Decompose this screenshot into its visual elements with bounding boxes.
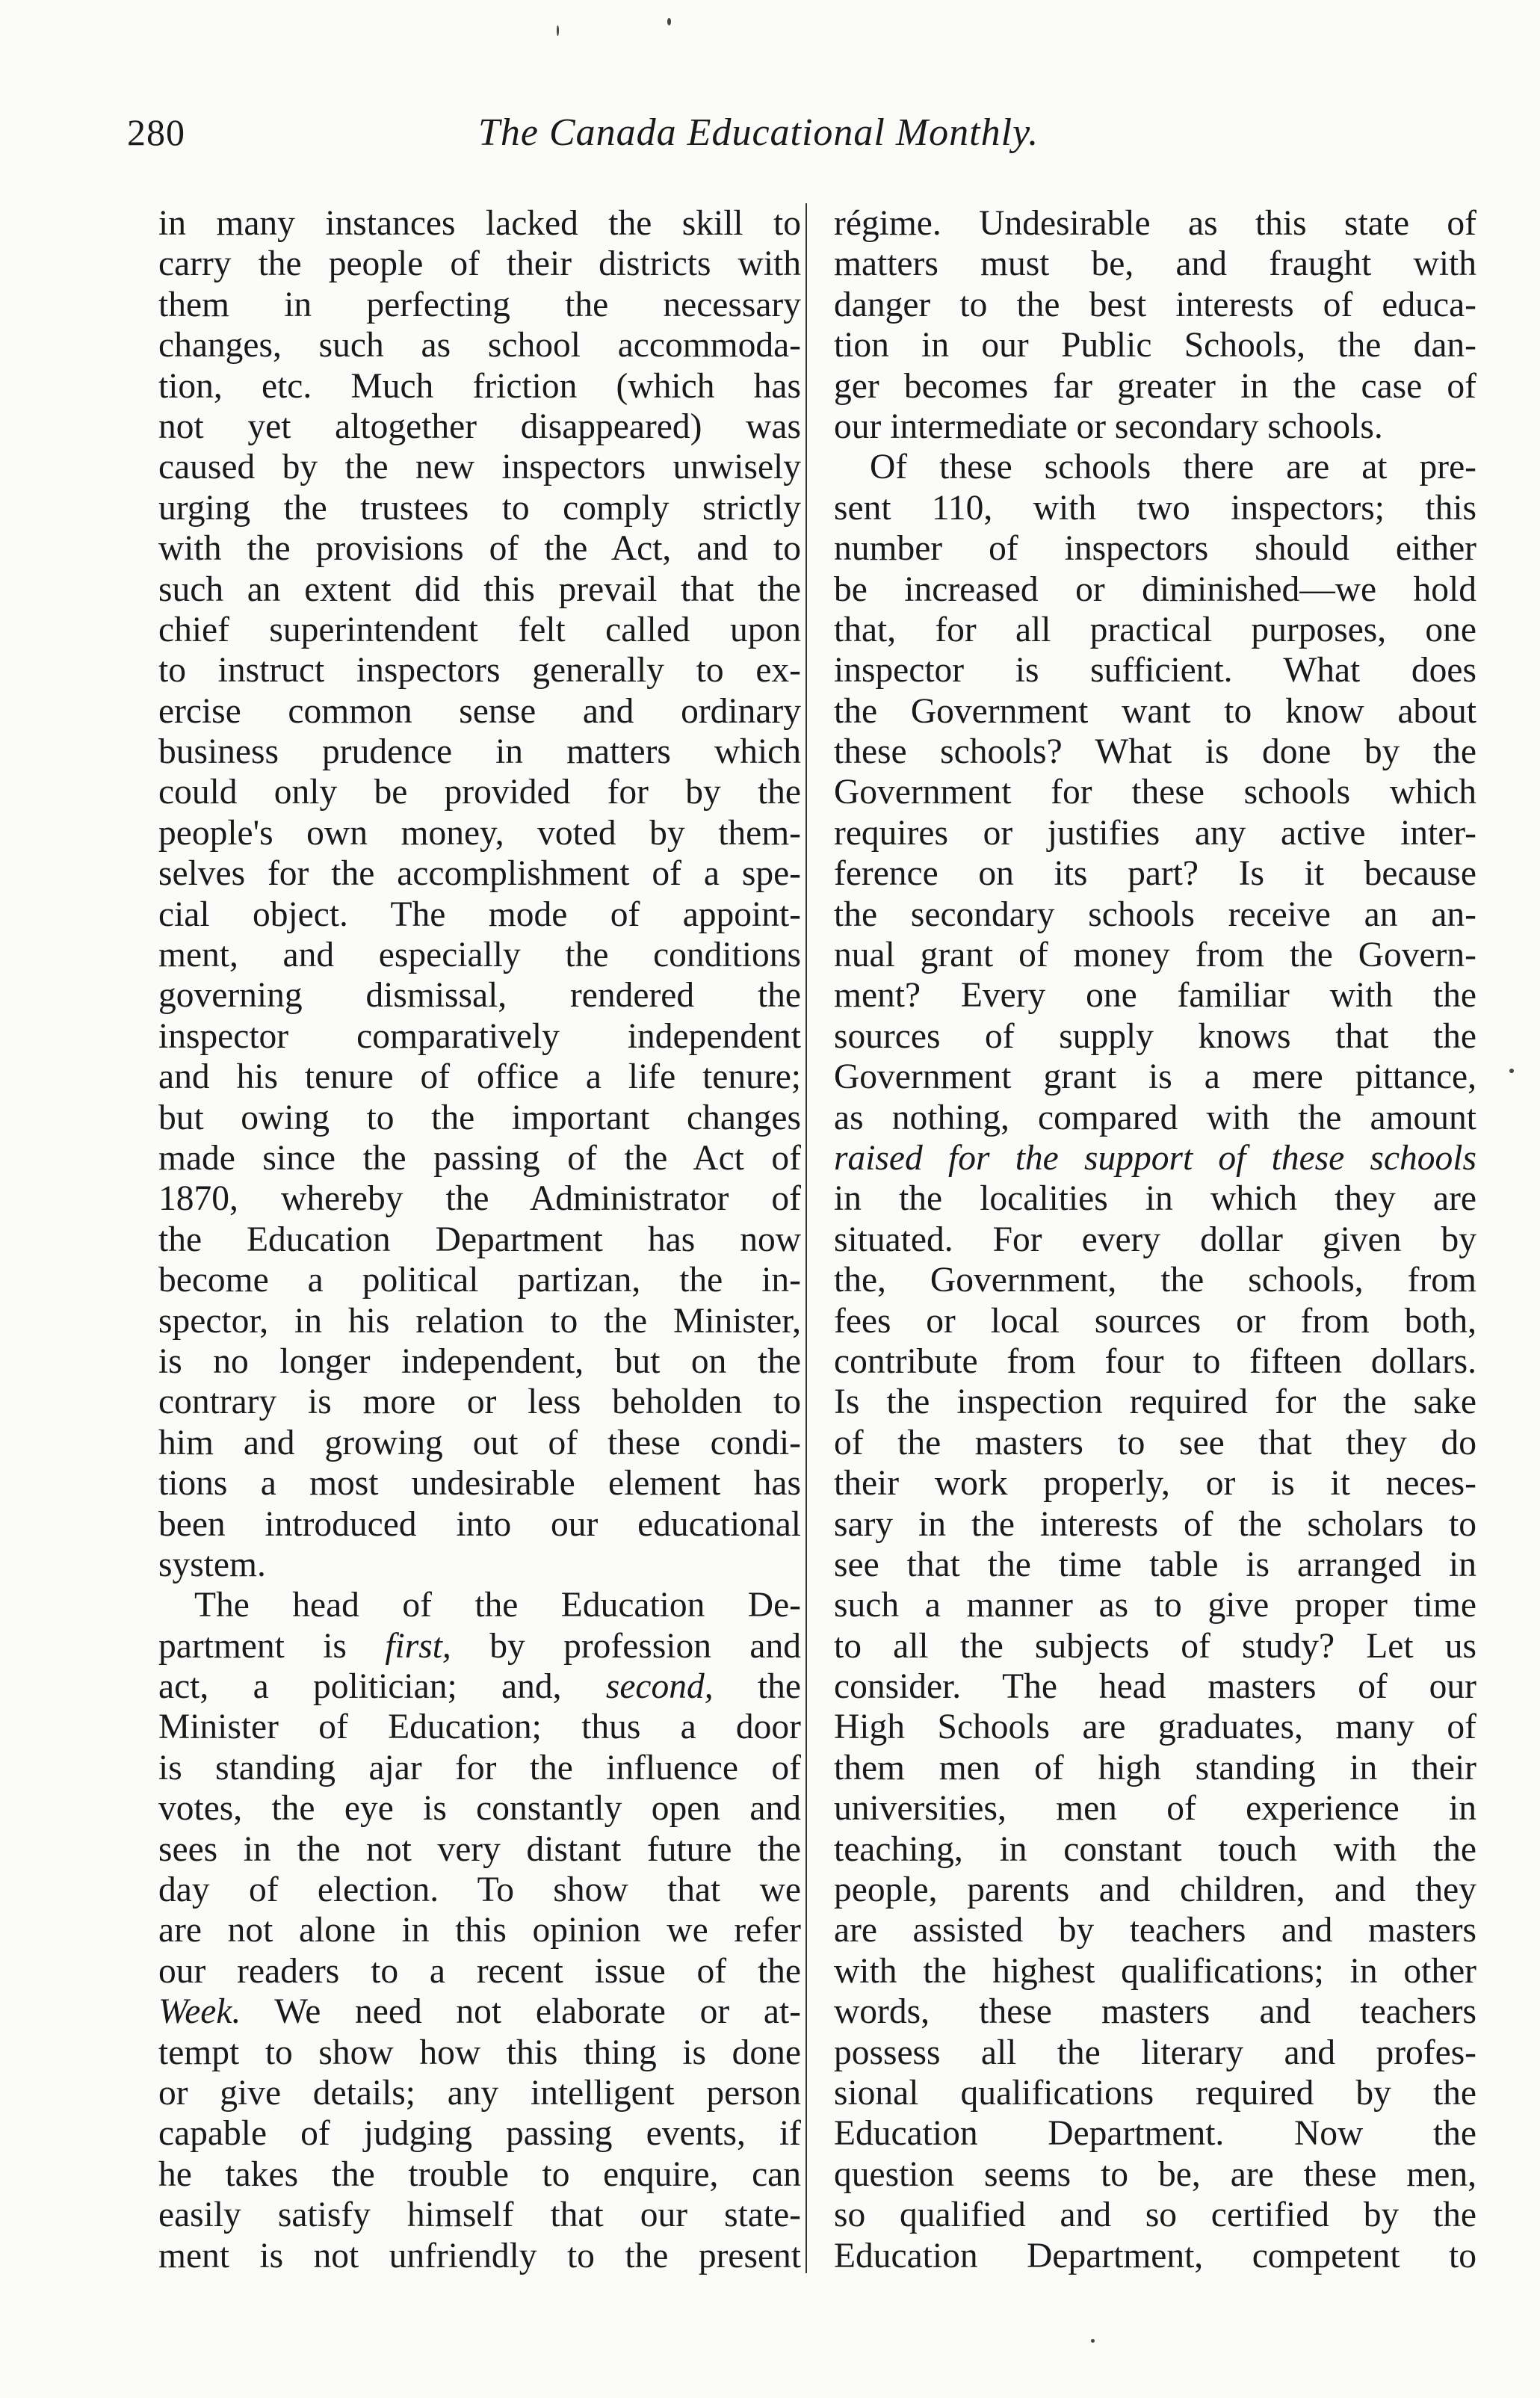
text-line: business prudence in matters which xyxy=(158,732,801,772)
text-line: inspector comparatively independent xyxy=(158,1016,801,1056)
text-line: are assisted by teachers and masters xyxy=(834,1911,1476,1950)
text-line: easily satisfy himself that our state- xyxy=(158,2195,801,2235)
text-line: High Schools are graduates, many of xyxy=(834,1708,1476,1747)
scan-speck xyxy=(667,18,671,25)
text-line: Education Department. Now the xyxy=(834,2114,1476,2154)
text-line: caused by the new inspectors unwisely xyxy=(158,448,801,487)
text-line: régime. Undesirable as this state of xyxy=(834,204,1476,243)
text-line: them men of high standing in their xyxy=(834,1748,1476,1787)
text-line: he takes the trouble to enquire, can xyxy=(158,2154,801,2194)
text-line: changes, such as school accommoda- xyxy=(158,326,801,365)
text-line: Education Department, competent to xyxy=(834,2236,1476,2275)
text-line: are not alone in this opinion we refer xyxy=(158,1911,801,1950)
text-line: Government for these schools which xyxy=(834,773,1476,812)
text-line: see that the time table is arranged in xyxy=(834,1545,1476,1584)
text-line: urging the trustees to comply strictly xyxy=(158,488,801,528)
text-line: the Government want to know about xyxy=(834,691,1476,731)
right-column xyxy=(834,203,1476,2276)
text-line: sent 110, with two inspectors; this xyxy=(834,488,1476,528)
text-line: Week. We need not elaborate or at- xyxy=(158,1992,801,2032)
text-line: teaching, in constant touch with the xyxy=(834,1829,1476,1869)
text-line: day of election. To show that we xyxy=(158,1870,801,1910)
text-line: to instruct inspectors generally to ex- xyxy=(158,651,801,690)
text-line: could only be provided for by the xyxy=(158,773,801,812)
text-line: number of inspectors should either xyxy=(834,529,1476,569)
text-line: partment is first, by profession and xyxy=(158,1626,801,1666)
text-line: nual grant of money from the Govern- xyxy=(834,936,1476,975)
text-line: such a manner as to give proper time xyxy=(834,1586,1476,1625)
text-line: sees in the not very distant future the xyxy=(158,1829,801,1869)
text-line: and his tenure of office a life tenure; xyxy=(158,1057,801,1097)
text-line: cial object. The mode of appoint- xyxy=(158,894,801,934)
text-line: people, parents and children, and they xyxy=(834,1870,1476,1910)
text-line: question seems to be, are these men, xyxy=(834,2154,1476,2194)
text-line: made since the passing of the Act of xyxy=(158,1138,801,1178)
scan-speck xyxy=(557,25,559,36)
text-line: people's own money, voted by them- xyxy=(158,813,801,853)
text-line: the secondary schools receive an an- xyxy=(834,894,1476,934)
text-line: universities, men of experience in xyxy=(834,1789,1476,1829)
text-line: Is the inspection required for the sake xyxy=(834,1382,1476,1422)
italic-text: first, xyxy=(385,1626,451,1666)
text-line: Of these schools there are at pre- xyxy=(870,448,1476,487)
text-line: or give details; any intelligent person xyxy=(158,2073,801,2113)
text-line: matters must be, and fraught with xyxy=(834,244,1476,284)
text-line: ment? Every one familiar with the xyxy=(834,976,1476,1016)
text-line: the, Government, the schools, from xyxy=(834,1261,1476,1300)
text-line: tion in our Public Schools, the dan- xyxy=(834,326,1476,365)
text-line: act, a politician; and, second, the xyxy=(158,1667,801,1707)
text-line: Minister of Education; thus a door xyxy=(158,1708,801,1747)
text-line: be increased or diminished—we hold xyxy=(834,569,1476,609)
text-line: the Education Department has now xyxy=(158,1220,801,1259)
text-line: selves for the accomplishment of a spe- xyxy=(158,854,801,894)
text-line: is no longer independent, but on the xyxy=(158,1341,801,1381)
text-line: spector, in his relation to the Minister, xyxy=(158,1301,801,1341)
text-line: in many instances lacked the skill to xyxy=(158,204,801,243)
text-line: that, for all practical purposes, one xyxy=(834,610,1476,649)
text-line: contribute from four to fifteen dollars. xyxy=(834,1341,1476,1381)
text-line: tempt to show how this thing is done xyxy=(158,2033,801,2072)
text-line: such an extent did this prevail that the xyxy=(158,569,801,609)
scan-speck xyxy=(1509,1069,1514,1073)
text-line: their work properly, or is it neces- xyxy=(834,1464,1476,1504)
text-line: been introduced into our educational xyxy=(158,1504,801,1544)
text-line: sional qualifications required by the xyxy=(834,2073,1476,2113)
text-line: is standing ajar for the influence of xyxy=(158,1748,801,1787)
text-line: carry the people of their districts with xyxy=(158,244,801,284)
text-line: not yet altogether disappeared) was xyxy=(158,407,801,446)
text-line: requires or justifies any active inter- xyxy=(834,813,1476,853)
text-line: our intermediate or secondary schools. xyxy=(834,407,1383,446)
text-line: ercise common sense and ordinary xyxy=(158,691,801,731)
text-line: to all the subjects of study? Let us xyxy=(834,1626,1476,1666)
text-line: 1870, whereby the Administrator of xyxy=(158,1179,801,1219)
text-line: in the localities in which they are xyxy=(834,1179,1476,1219)
text-line: these schools? What is done by the xyxy=(834,732,1476,772)
text-line: ger becomes far greater in the case of xyxy=(834,366,1476,406)
text-line xyxy=(834,1138,1476,1178)
text-line: him and growing out of these condi- xyxy=(158,1423,801,1462)
text-line: inspector is sufficient. What does xyxy=(834,651,1476,690)
text-line: ment, and especially the conditions xyxy=(158,936,801,975)
text-line: governing dismissal, rendered the xyxy=(158,976,801,1016)
text-line: Government grant is a mere pittance, xyxy=(834,1057,1476,1097)
page-number: 280 xyxy=(127,111,185,153)
text-line: words, these masters and teachers xyxy=(834,1992,1476,2032)
text-line: become a political partizan, the in- xyxy=(158,1261,801,1300)
text-line: fees or local sources or from both, xyxy=(834,1301,1476,1341)
text-line: The head of the Education De- xyxy=(194,1586,801,1625)
text-line: ment is not unfriendly to the present xyxy=(158,2236,801,2275)
text-line: of the masters to see that they do xyxy=(834,1423,1476,1462)
text-line: sources of supply knows that the xyxy=(834,1016,1476,1056)
text-line: so qualified and so certified by the xyxy=(834,2195,1476,2235)
scan-speck xyxy=(1091,2339,1095,2343)
text-line: but owing to the important changes xyxy=(158,1098,801,1137)
running-head: The Canada Educational Monthly. xyxy=(478,111,1039,154)
italic-text: raised for the support of these schools xyxy=(834,1138,1476,1178)
text-line: tions a most undesirable element has xyxy=(158,1464,801,1504)
text-line: our readers to a recent issue of the xyxy=(158,1951,801,1991)
text-line: system. xyxy=(158,1545,266,1584)
text-line: danger to the best interests of educa- xyxy=(834,285,1476,324)
text-line: them in perfecting the necessary xyxy=(158,285,801,324)
left-column xyxy=(158,203,801,2276)
text-line: contrary is more or less beholden to xyxy=(158,1382,801,1422)
column-rule xyxy=(805,203,807,2273)
text-line: as nothing, compared with the amount xyxy=(834,1098,1476,1137)
italic-text: Week. xyxy=(158,1992,241,2032)
italic-text: second, xyxy=(605,1667,714,1707)
text-line: chief superintendent felt called upon xyxy=(158,610,801,649)
text-line: ference on its part? Is it because xyxy=(834,854,1476,894)
text-line: situated. For every dollar given by xyxy=(834,1220,1476,1259)
text-line: votes, the eye is constantly open and xyxy=(158,1789,801,1829)
text-line: capable of judging passing events, if xyxy=(158,2114,801,2154)
text-line: consider. The head masters of our xyxy=(834,1667,1476,1707)
text-line: with the highest qualifications; in other xyxy=(834,1951,1476,1991)
text-line: sary in the interests of the scholars to xyxy=(834,1504,1476,1544)
text-line: possess all the literary and profes- xyxy=(834,2033,1476,2072)
text-line: with the provisions of the Act, and to xyxy=(158,529,801,569)
text-line: tion, etc. Much friction (which has xyxy=(158,366,801,406)
